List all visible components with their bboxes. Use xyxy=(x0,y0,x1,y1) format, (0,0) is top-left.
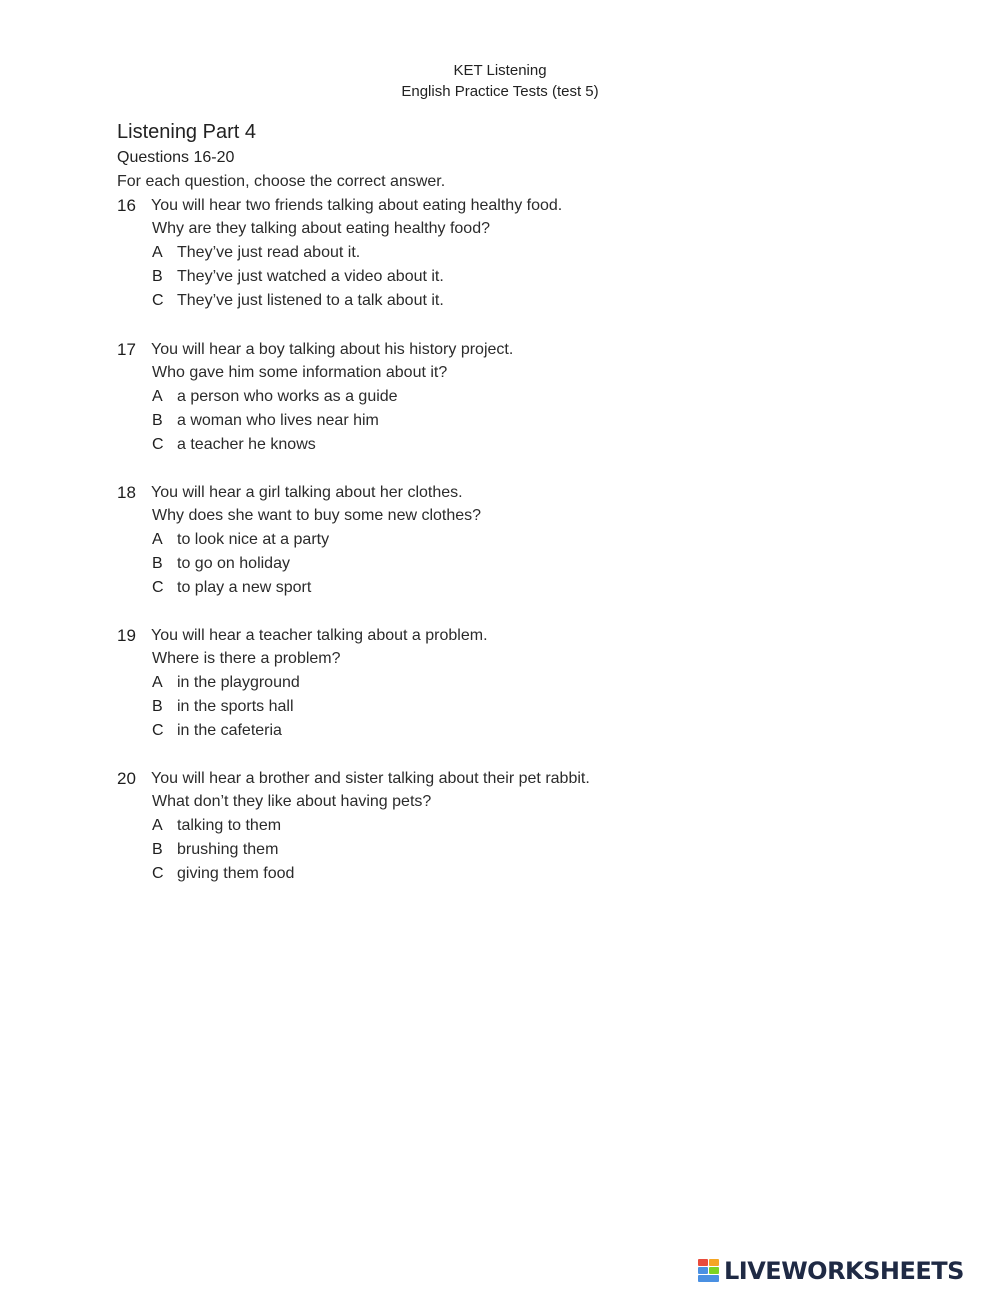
question-prompt: What don’t they like about having pets? xyxy=(152,793,432,810)
option-text: They’ve just read about it. xyxy=(177,244,361,261)
question-prompt: Where is there a problem? xyxy=(152,650,341,667)
option-letter: C xyxy=(152,722,164,739)
option-letter: B xyxy=(152,555,163,572)
option-text: talking to them xyxy=(177,817,282,834)
instructions: For each question, choose the correct answer. xyxy=(117,173,446,190)
option-letter: C xyxy=(152,292,164,309)
question-text: You will hear a teacher talking about a problem. xyxy=(151,627,488,644)
question-prompt: Why does she want to buy some new clothes? xyxy=(152,507,482,524)
part-title: Listening Part 4 xyxy=(117,121,256,143)
option-text: giving them food xyxy=(177,865,295,882)
question-text: You will hear a brother and sister talking about their pet rabbit. xyxy=(151,770,590,787)
option-text: in the sports hall xyxy=(177,698,294,715)
logo-text: LIVEWORKSHEETS xyxy=(724,1257,964,1285)
option-text: to play a new sport xyxy=(177,579,312,596)
document-header xyxy=(0,60,1000,102)
option-text: a teacher he knows xyxy=(177,436,316,453)
option-text: in the playground xyxy=(177,674,300,691)
question-number: 18 xyxy=(117,483,136,502)
question-number: 17 xyxy=(117,340,136,359)
option-text: to look nice at a party xyxy=(177,531,330,548)
option-letter: A xyxy=(152,531,163,548)
option-text: a woman who lives near him xyxy=(177,412,379,429)
question-text: You will hear two friends talking about eating healthy food. xyxy=(151,197,563,214)
question-number: 20 xyxy=(117,769,136,788)
liveworksheets-logo xyxy=(698,1256,964,1286)
option-letter: B xyxy=(152,698,163,715)
option-letter: A xyxy=(152,388,163,405)
question-number: 16 xyxy=(117,196,136,215)
option-letter: C xyxy=(152,436,164,453)
header-line-1: KET Listening xyxy=(453,62,547,79)
option-letter: C xyxy=(152,579,164,596)
question-number: 19 xyxy=(117,626,136,645)
option-text: in the cafeteria xyxy=(177,722,282,739)
option-letter: C xyxy=(152,865,164,882)
header-line-2: English Practice Tests (test 5) xyxy=(401,83,599,100)
option-letter: A xyxy=(152,674,163,691)
option-letter: B xyxy=(152,268,163,285)
option-text: They’ve just watched a video about it. xyxy=(177,268,444,285)
question-prompt: Who gave him some information about it? xyxy=(152,364,448,381)
option-text: to go on holiday xyxy=(177,555,290,572)
option-text: brushing them xyxy=(177,841,279,858)
option-letter: A xyxy=(152,244,163,261)
option-letter: A xyxy=(152,817,163,834)
liveworksheets-logo-icon xyxy=(698,1259,720,1283)
option-text: a person who works as a guide xyxy=(177,388,398,405)
question-prompt: Why are they talking about eating healthy food? xyxy=(152,220,490,237)
question-text: You will hear a boy talking about his history project. xyxy=(151,341,514,358)
option-text: They’ve just listened to a talk about it. xyxy=(177,292,444,309)
option-letter: B xyxy=(152,841,163,858)
questions-range: Questions 16-20 xyxy=(117,149,235,166)
option-letter: B xyxy=(152,412,163,429)
question-text: You will hear a girl talking about her clothes. xyxy=(151,484,463,501)
